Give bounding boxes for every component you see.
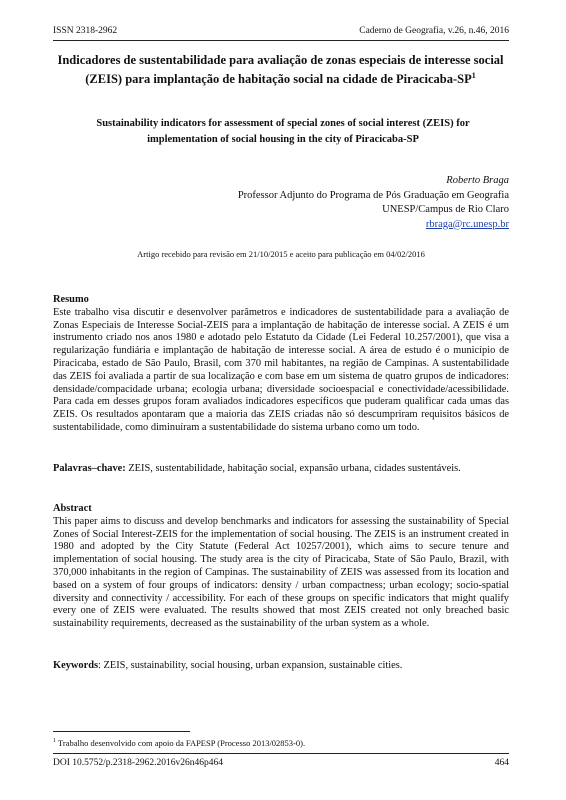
title-footnote-mark: 1 bbox=[471, 71, 476, 80]
author-name: Roberto Braga bbox=[446, 175, 509, 186]
author-block bbox=[109, 174, 509, 232]
title-portuguese bbox=[45, 52, 516, 87]
keywords-label: Keywords bbox=[53, 660, 99, 671]
author-email-link[interactable]: rbraga@rc.unesp.br bbox=[425, 218, 509, 230]
keywords-text: : ZEIS, sustainability, social housing, urban expansion, sustainable cities. bbox=[98, 660, 403, 671]
page-number: 464 bbox=[494, 758, 509, 768]
footnote-mark: 1 bbox=[53, 738, 56, 744]
resumo-heading: Resumo bbox=[53, 294, 89, 305]
author-institution: UNESP/Campus de Rio Claro bbox=[382, 204, 509, 215]
palavras-chave-label: Palavras–chave: bbox=[53, 463, 126, 474]
title-portuguese-text: Indicadores de sustentabilidade para avaliação de zonas especiais de interesse social (ZEIS) para implantação de habitação social na cidade de Piracicaba-SP bbox=[57, 53, 504, 87]
footnote-divider bbox=[53, 731, 190, 732]
abstract-text: This paper aims to discuss and develop benchmarks and indicators for assessing the sustainability of Special Zones of Social Interest-ZEIS for the implementation of social housing. The ZEIS is an instrument created in 1980 and adopted by the City Statute (Federal Act 10257/2001), which aims to secure tenure and implementation of social housing. The study area is the city of Piracicaba, State of São Paulo, Brazil, with 370,000 inhabitants in the region of Campinas. The sustainability of ZEIS was assessed from its location and based on a system of four groups of indicators: density / urban compactness; urban ecology; socio-spatial diversity and connectivity / accessibility. For each of these groups on specific indicators that might qualify every one of ZEIS were evaluated. The results showed that most ZEIS created not only breached basic sustainability requirements, decreased as the sustainability of the urban system as a whole. bbox=[53, 515, 509, 630]
author-position: Professor Adjunto do Programa de Pós Graduação em Geografia bbox=[237, 189, 509, 201]
palavras-chave-text: ZEIS, sustentabilidade, habitação social, expansão urbana, cidades sustentáveis. bbox=[125, 463, 461, 474]
received-note: Artigo recebido para revisão em 21/10/2015 e aceito para publicação em 04/02/2016 bbox=[137, 249, 425, 259]
footnote bbox=[53, 735, 509, 749]
abstract-section bbox=[53, 503, 509, 631]
footnote-text: Trabalho desenvolvido com apoio da FAPESP (Processo 2013/02853-0). bbox=[56, 737, 306, 748]
title-english: Sustainability indicators for assessment of special zones of social interest (ZEIS) for implementation of social housing in the city of Piracicaba-SP bbox=[96, 118, 470, 145]
footer-divider bbox=[53, 753, 509, 754]
journal-citation: Caderno de Geografia, v.26, n.46, 2016 bbox=[359, 26, 509, 36]
header-divider bbox=[53, 40, 509, 41]
running-header bbox=[53, 24, 509, 38]
issn: ISSN 2318-2962 bbox=[53, 26, 118, 36]
abstract-heading: Abstract bbox=[53, 503, 92, 514]
doi: DOI 10.5752/p.2318-2962.2016v26n46p464 bbox=[53, 758, 223, 768]
resumo-text: Este trabalho visa discutir e desenvolver parâmetros e indicadores de sustentabilidade para a avaliação de Zonas Especiais de Interesse Social-ZEIS para a implantação de habitação de interesse social. A ZEIS é um instrumento criado nos anos 1980 e adotado pelo Estatuto da Cidade (Lei Federal 10.257/2001), que visa a regularização fundiária e implantação de habitação de interesse social. A área de estudo é o município de Piracicaba, estado de São Paulo, Brasil, com 370 mil habitantes, na região de Campinas. A sustentabilidade das ZEIS foi avaliada a partir de sua localização e com base em um sistema de quatro grupos de indicadores: densidade/compacidade urbana; ecologia urbana; diversidade socioespacial e conectividade/acessibilidade. Para cada em desses grupos foram avaliados indicadores específicos que puderam qualificar cada umas das ZEIS. Os resultados apontaram que a maioria das ZEIS criadas não só descumpriram requisitos básicos de sustentabilidade, como diminuíram a sustentabilidade do sistema urbano como um todo. bbox=[53, 306, 509, 433]
resumo-section bbox=[53, 294, 509, 435]
keywords bbox=[53, 660, 509, 673]
palavras-chave bbox=[53, 463, 509, 476]
